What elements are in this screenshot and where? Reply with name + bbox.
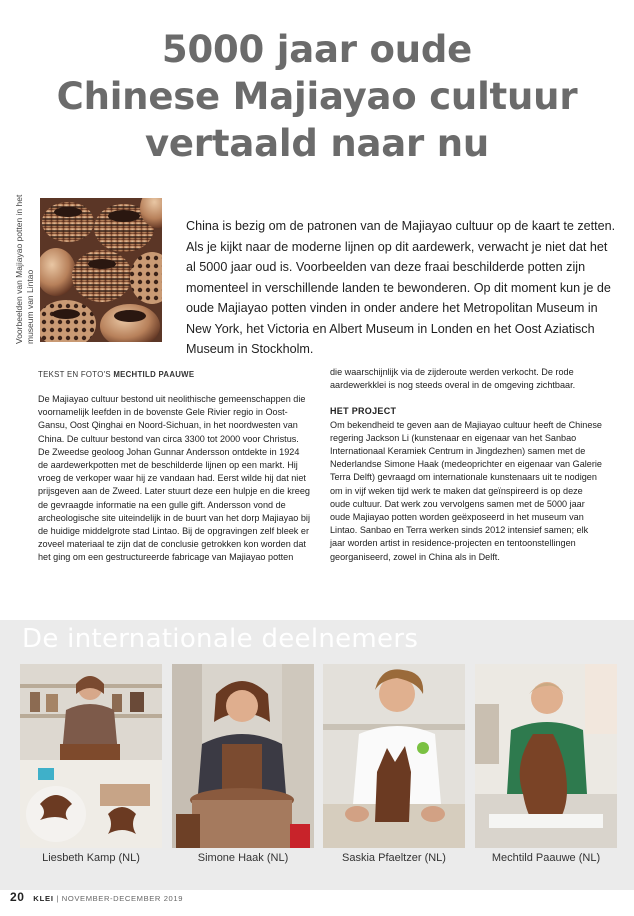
body-column-2	[330, 366, 602, 564]
title-line-1: 5000 jaar oude	[161, 28, 473, 71]
majiayao-pots-photo	[40, 198, 162, 342]
participant-photo-3	[323, 664, 465, 848]
participant-name-2: Simone Haak (NL)	[197, 852, 289, 864]
title-line-3: vertaald naar nu	[144, 122, 490, 165]
participant-name-1: Liesbeth Kamp (NL)	[42, 852, 140, 864]
magazine-name: KLEI	[33, 894, 54, 903]
participant-photo-2	[172, 664, 314, 848]
page-footer	[10, 890, 183, 904]
title-line-2: Chinese Majiayao cultuur	[56, 75, 578, 118]
credit-author: MECHTILD PAAUWE	[113, 370, 195, 379]
participant-photo-4	[475, 664, 617, 848]
participant-photo-1	[20, 664, 162, 848]
participant-name-4: Mechtild Paauwe (NL)	[491, 852, 601, 864]
author-credit	[38, 370, 194, 379]
project-heading: HET PROJECT	[330, 406, 397, 417]
project-text: Om bekendheid te geven aan de Majiayao cultuur heeft de Chinese regering Jackson Li (kunstenaar en eigenaar van het Sanbao Internationaal Keramiek Centrum in Jingdezhen) samen met de Nederlandse Simone Haak (medeoprichter en eigenaar van Galerie Terra Delft) gevraagd om internationale kunstenaars uit te nodigen om in vijf weken tijd werk te maken dat geïnspireerd is op deze oude cultuur. Dat werk zou vervolgens samen met de 5000 jaar oude Majiayao potten worden geëxposeerd in het museum van Lintao. Sanbao en Terra werken sinds 2012 intensief samen; elk jaar worden artist in residence-projecten en tentoonstellingen georganiseerd, zowel in China als in Delft.	[330, 419, 602, 562]
issue-info: | NOVEMBER-DECEMBER 2019	[56, 894, 184, 903]
article-title	[20, 26, 614, 167]
column-2-continuation: die waarschijnlijk via de zijderoute werden verkocht. De rode aardewerkklei is nog steeds overal in de omgeving zichtbaar.	[330, 367, 576, 391]
photo-caption: Voorbeelden van Majiayao potten in het museum van Lintao	[14, 194, 35, 344]
participant-name-3: Saskia Pfaeltzer (NL)	[342, 852, 446, 864]
body-column-1: De Majiayao cultuur bestond uit neolithische gemeenschappen die voornamelijk leefden in de bovenste Gele Rivier regio in Oost-Gansu, Oost Qinghai en Noord-Sichuan, in het noordwesten van China. De cultuur bestond van circa 3300 tot 2000 voor Christus. De Zweedse geoloog Johan Gunnar Andersson ontdekte in 1924 de aardewerkpotten met de beschilderde lijnen op een markt. Hij vroeg de verkoper waar hij ze vandaan had. Eerst wilde hij dat niet prijsgeven aan de Zweed. Later stuurt deze een hulpje en die kreeg de gevraagde informatie na een gulle gift. Andersson vond de archeologische site uiteindelijk in de buurt van het dorp Majiayao bij de huidige middelgrote stad Lintao. Bij de opgravingen zelf bleek er zoveel materiaal te zijn dat de conclusie getrokken kon worden dat het ging om een gestructureerde fabricage van Majiayao potten	[38, 394, 310, 563]
page-number: 20	[10, 890, 25, 904]
participants-title: De internationale deelnemers	[22, 624, 419, 654]
credit-prefix: TEKST EN FOTO'S	[38, 370, 114, 379]
intro-paragraph: China is bezig om de patronen van de Majiayao cultuur op de kaart te zetten. Als je kijkt naar de moderne lijnen op dit aardewerk, verwacht je niet dat het al 5000 jaar oud is. Voorbeelden van deze fraai beschilderde potten zijn momenteel in verschillende landen te bewonderen. Op dit moment kun je de oude Majiayao potten vinden in onder andere het Metropolitan Museum in New York, het Victoria en Albert Museum in Londen en het Oost Aziatisch Museum in Stockholm.	[186, 219, 616, 356]
